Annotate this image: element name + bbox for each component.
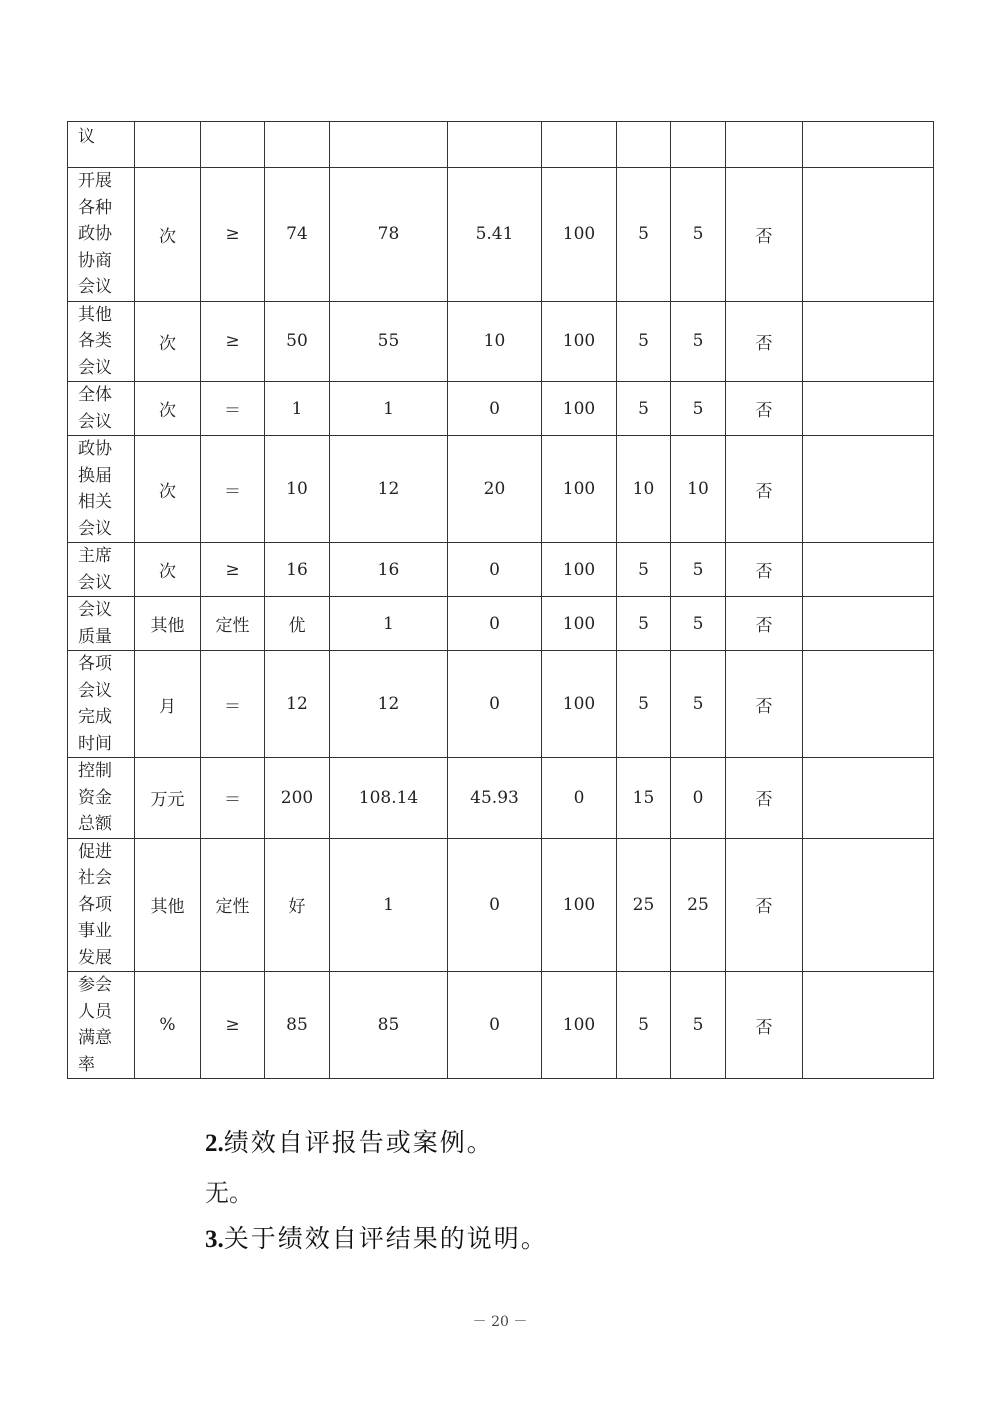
indicator-line: 控制 (78, 761, 112, 781)
note-cell (803, 382, 934, 436)
actual-cell: 108.14 (330, 758, 448, 839)
table-row (68, 651, 934, 758)
table-row (68, 838, 934, 972)
unit-cell (135, 122, 201, 168)
completion-cell: 0 (542, 758, 617, 839)
section-3-heading (205, 1219, 548, 1255)
indicator-line: 主席 (78, 546, 112, 566)
score-cell: 0 (671, 758, 726, 839)
note-cell (803, 543, 934, 597)
deviation-cell: 20 (448, 436, 542, 543)
target-cell: 1 (265, 382, 330, 436)
score-cell: 5 (671, 168, 726, 302)
weight-cell: 5 (617, 543, 671, 597)
indicator-cell (68, 543, 135, 597)
note-cell (803, 436, 934, 543)
symbol-cell: ≥ (201, 972, 265, 1079)
score-cell: 10 (671, 436, 726, 543)
indicator-line: 议 (78, 127, 95, 147)
completion-cell (542, 122, 617, 168)
completion-cell: 100 (542, 972, 617, 1079)
weight-cell: 5 (617, 597, 671, 651)
unit-cell: 次 (135, 436, 201, 543)
indicator-line: 协商 (78, 250, 112, 271)
indicator-line: 政协 (78, 224, 112, 244)
indicator-line: 完成 (78, 707, 112, 727)
section-3-number: 3. (205, 1226, 224, 1253)
corrected-cell: 否 (726, 436, 803, 543)
symbol-cell: ＝ (201, 382, 265, 436)
indicator-line: 其他 (78, 304, 112, 325)
actual-cell (330, 122, 448, 168)
note-cell (803, 651, 934, 758)
indicator-line: 满意 (78, 1028, 112, 1048)
indicator-cell (68, 838, 135, 972)
target-cell: 74 (265, 168, 330, 302)
target-cell: 85 (265, 972, 330, 1079)
actual-cell: 78 (330, 168, 448, 302)
indicator-line: 社会 (78, 868, 112, 888)
weight-cell: 5 (617, 382, 671, 436)
completion-cell: 100 (542, 543, 617, 597)
indicator-line: 人员 (78, 1001, 112, 1022)
table-row (68, 436, 934, 543)
indicator-cell (68, 651, 135, 758)
weight-cell: 5 (617, 651, 671, 758)
symbol-cell (201, 122, 265, 168)
target-cell: 10 (265, 436, 330, 543)
indicator-cell (68, 301, 135, 382)
actual-cell: 12 (330, 651, 448, 758)
unit-cell: 次 (135, 543, 201, 597)
target-cell: 200 (265, 758, 330, 839)
indicator-line: 会议 (78, 572, 112, 593)
target-cell: 好 (265, 838, 330, 972)
note-cell (803, 301, 934, 382)
weight-cell: 5 (617, 972, 671, 1079)
unit-cell: % (135, 972, 201, 1079)
actual-cell: 1 (330, 597, 448, 651)
indicator-line: 全体 (78, 385, 112, 405)
symbol-cell: ＝ (201, 436, 265, 543)
indicator-line: 质量 (78, 626, 112, 647)
indicator-cell (68, 436, 135, 543)
score-cell: 5 (671, 382, 726, 436)
actual-cell: 1 (330, 382, 448, 436)
indicator-line: 会议 (78, 411, 112, 432)
score-cell: 5 (671, 301, 726, 382)
deviation-cell: 0 (448, 972, 542, 1079)
table-row (68, 168, 934, 302)
indicator-line: 时间 (78, 733, 112, 754)
table-row (68, 543, 934, 597)
indicator-cell (68, 122, 135, 168)
actual-cell: 16 (330, 543, 448, 597)
completion-cell: 100 (542, 597, 617, 651)
section-2-number: 2. (205, 1130, 224, 1157)
score-cell: 5 (671, 597, 726, 651)
indicator-line: 各项 (78, 894, 112, 915)
unit-cell: 万元 (135, 758, 201, 839)
indicator-cell (68, 972, 135, 1079)
indicator-line: 发展 (78, 947, 112, 968)
note-cell (803, 597, 934, 651)
symbol-cell: 定性 (201, 838, 265, 972)
symbol-cell: ＝ (201, 651, 265, 758)
target-cell: 16 (265, 543, 330, 597)
corrected-cell: 否 (726, 382, 803, 436)
unit-cell: 月 (135, 651, 201, 758)
note-cell (803, 972, 934, 1079)
indicator-line: 会议 (78, 680, 112, 701)
completion-cell: 100 (542, 301, 617, 382)
indicator-line: 率 (78, 1054, 95, 1075)
indicator-line: 资金 (78, 787, 112, 808)
symbol-cell: ≥ (201, 543, 265, 597)
corrected-cell: 否 (726, 543, 803, 597)
corrected-cell: 否 (726, 758, 803, 839)
target-cell: 12 (265, 651, 330, 758)
indicator-line: 总额 (78, 814, 112, 834)
indicator-line: 各类 (78, 331, 112, 351)
table-row (68, 122, 934, 168)
deviation-cell (448, 122, 542, 168)
corrected-cell: 否 (726, 168, 803, 302)
deviation-cell: 0 (448, 838, 542, 972)
indicator-cell (68, 168, 135, 302)
performance-indicator-table (67, 121, 934, 1079)
target-cell (265, 122, 330, 168)
actual-cell: 12 (330, 436, 448, 543)
table-row (68, 597, 934, 651)
corrected-cell: 否 (726, 651, 803, 758)
indicator-line: 各项 (78, 654, 112, 674)
table-row (68, 382, 934, 436)
score-cell (671, 122, 726, 168)
indicator-line: 会议 (78, 357, 112, 378)
indicator-line: 相关 (78, 492, 112, 512)
corrected-cell: 否 (726, 838, 803, 972)
indicator-line: 会议 (78, 518, 112, 539)
note-cell (803, 838, 934, 972)
score-cell: 5 (671, 972, 726, 1079)
note-cell (803, 168, 934, 302)
section-2-heading (205, 1123, 494, 1159)
corrected-cell: 否 (726, 597, 803, 651)
deviation-cell: 0 (448, 543, 542, 597)
indicator-line: 换届 (78, 465, 112, 486)
table-body (68, 122, 934, 1079)
indicator-line: 会议 (78, 277, 112, 297)
actual-cell: 55 (330, 301, 448, 382)
weight-cell (617, 122, 671, 168)
weight-cell: 25 (617, 838, 671, 972)
indicator-cell (68, 597, 135, 651)
weight-cell: 10 (617, 436, 671, 543)
completion-cell: 100 (542, 382, 617, 436)
note-cell (803, 758, 934, 839)
page-number: － 20 － (472, 1314, 528, 1330)
unit-cell: 次 (135, 382, 201, 436)
unit-cell: 其他 (135, 838, 201, 972)
indicator-line: 开展 (78, 171, 112, 191)
indicator-line: 参会 (78, 975, 112, 995)
deviation-cell: 5.41 (448, 168, 542, 302)
target-cell: 优 (265, 597, 330, 651)
indicator-line: 促进 (78, 841, 112, 862)
actual-cell: 1 (330, 838, 448, 972)
target-cell: 50 (265, 301, 330, 382)
table-row (68, 301, 934, 382)
section-3-title: 关于绩效自评结果的说明。 (223, 1224, 548, 1253)
symbol-cell: 定性 (201, 597, 265, 651)
deviation-cell: 0 (448, 651, 542, 758)
deviation-cell: 45.93 (448, 758, 542, 839)
actual-cell: 85 (330, 972, 448, 1079)
symbol-cell: ≥ (201, 168, 265, 302)
indicator-line: 各种 (78, 197, 112, 218)
score-cell: 5 (671, 543, 726, 597)
symbol-cell: ≥ (201, 301, 265, 382)
section-2-body: 无。 (205, 1179, 253, 1207)
unit-cell: 其他 (135, 597, 201, 651)
symbol-cell: ＝ (201, 758, 265, 839)
indicator-line: 政协 (78, 439, 112, 459)
weight-cell: 5 (617, 168, 671, 302)
deviation-cell: 10 (448, 301, 542, 382)
weight-cell: 15 (617, 758, 671, 839)
indicator-line: 会议 (78, 600, 112, 620)
indicator-cell (68, 382, 135, 436)
completion-cell: 100 (542, 838, 617, 972)
score-cell: 5 (671, 651, 726, 758)
completion-cell: 100 (542, 651, 617, 758)
table-row (68, 758, 934, 839)
indicator-cell (68, 758, 135, 839)
completion-cell: 100 (542, 436, 617, 543)
unit-cell: 次 (135, 168, 201, 302)
deviation-cell: 0 (448, 597, 542, 651)
corrected-cell: 否 (726, 972, 803, 1079)
unit-cell: 次 (135, 301, 201, 382)
completion-cell: 100 (542, 168, 617, 302)
section-2-title: 绩效自评报告或案例。 (223, 1128, 494, 1157)
corrected-cell (726, 122, 803, 168)
corrected-cell: 否 (726, 301, 803, 382)
score-cell: 25 (671, 838, 726, 972)
note-cell (803, 122, 934, 168)
deviation-cell: 0 (448, 382, 542, 436)
indicator-line: 事业 (78, 921, 112, 941)
table-row (68, 972, 934, 1079)
weight-cell: 5 (617, 301, 671, 382)
